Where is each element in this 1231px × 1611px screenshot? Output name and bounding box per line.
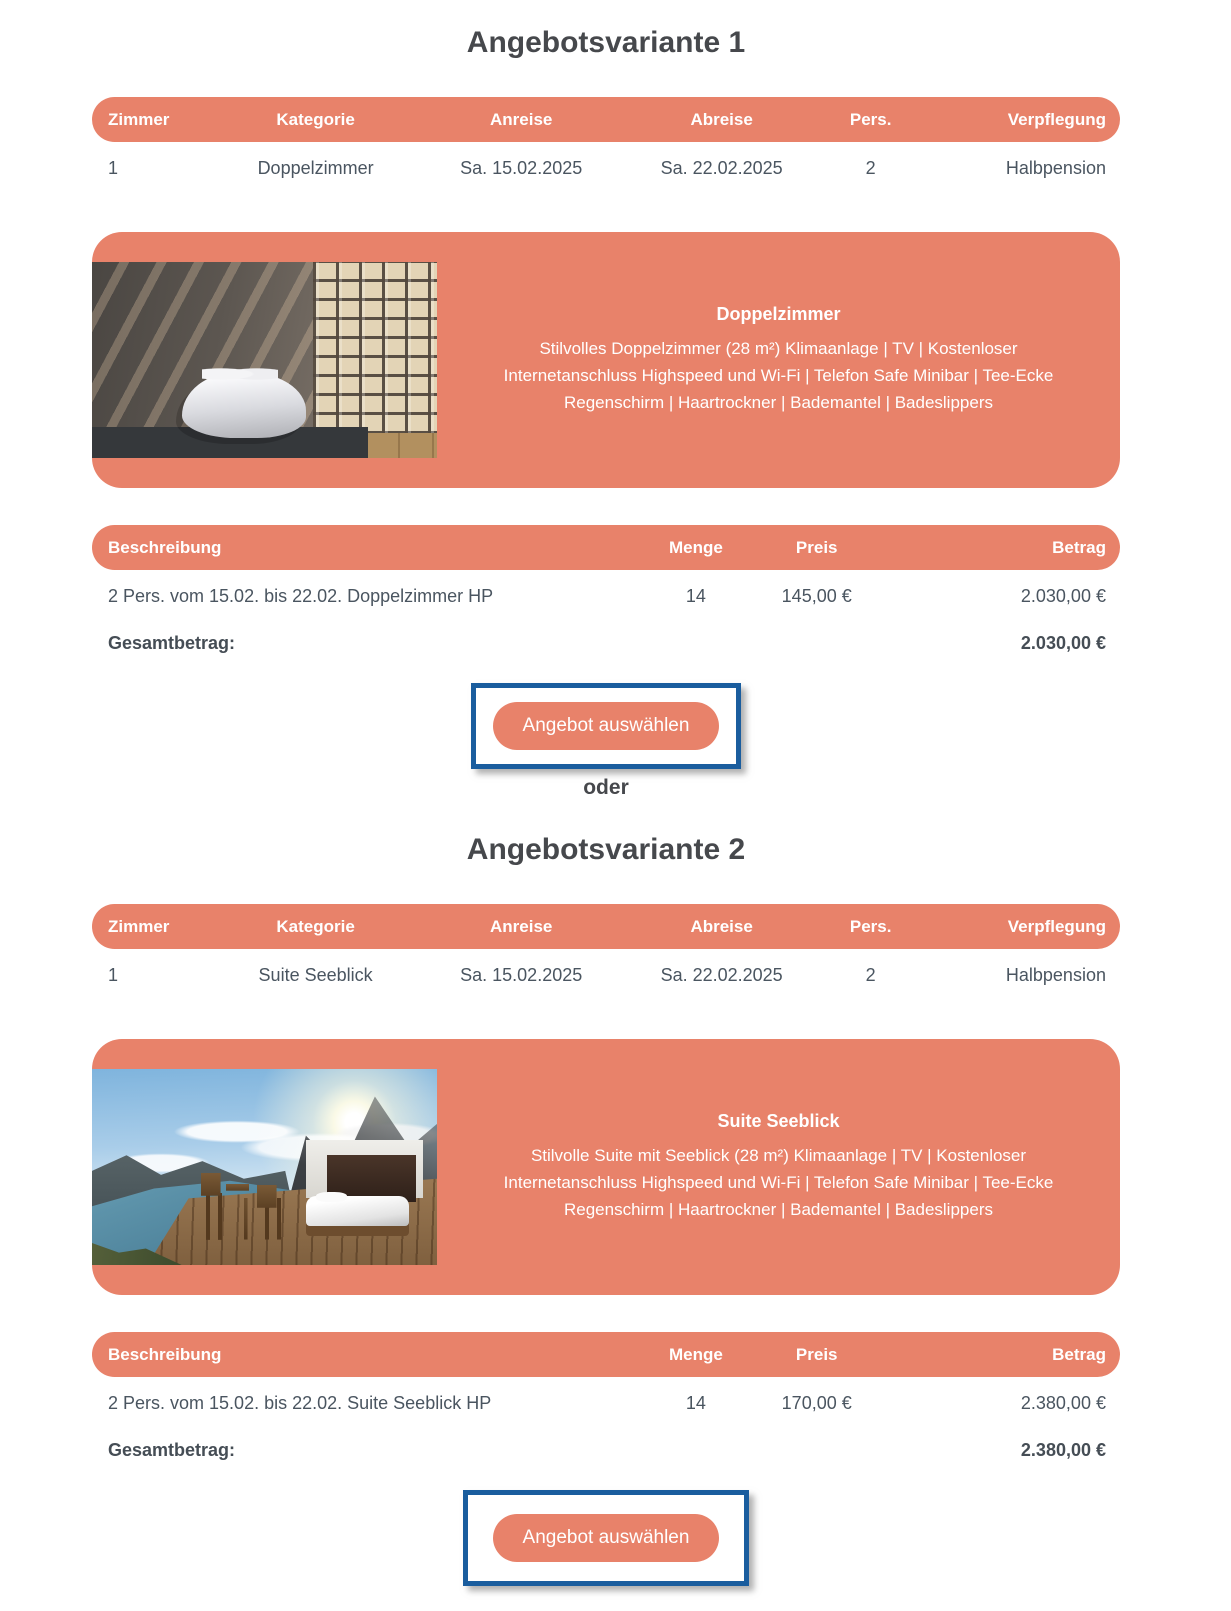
price-header-beschreibung: Beschreibung [108,537,222,557]
room-header-verpflegung: Verpflegung [1007,109,1106,129]
room-header-zimmer: Zimmer [108,109,170,129]
total-row [92,619,1120,654]
variant-title: Angebotsvariante 2 [466,833,746,866]
room-cell-kategorie: Doppelzimmer [257,158,374,178]
select-button-zone [92,1490,1120,1586]
price-table-row [92,570,1120,619]
select-button-zone [92,683,1120,769]
room-table-row [92,142,1120,191]
price-cell-betrag: 2.380,00 € [1020,1393,1106,1413]
price-header-betrag: Betrag [1052,1344,1106,1364]
variant-title: Angebotsvariante 1 [466,26,746,59]
room-header-kategorie: Kategorie [276,916,355,936]
price-header-beschreibung: Beschreibung [108,1344,222,1364]
room-card-title: Suite Seeblick [717,1111,840,1131]
room-card-text [437,304,1120,416]
offer-variant-2 [92,833,1120,1586]
room-cell-abreise: Sa. 22.02.2025 [660,965,783,985]
room-table-header [92,904,1120,949]
photo2-table-and-chairs [196,1173,286,1240]
room-cell-anreise: Sa. 15.02.2025 [460,158,583,178]
room-card [92,1039,1120,1295]
room-table-header [92,97,1120,142]
total-label: Gesamtbetrag: [108,1440,236,1460]
room-cell-zimmer: 1 [108,158,119,178]
room-card-title: Doppelzimmer [716,304,841,324]
total-value: 2.030,00 € [1020,633,1106,653]
price-cell-menge: 14 [685,1393,706,1413]
room-header-pers: Pers. [849,109,892,129]
room-header-verpflegung: Verpflegung [1007,916,1106,936]
selection-highlight-box [463,1490,750,1586]
price-cell-beschreibung: 2 Pers. vom 15.02. bis 22.02. Doppelzimmer HP [108,586,494,606]
photo1-window-grid [313,262,437,434]
price-header-menge: Menge [669,537,723,557]
price-header-betrag: Betrag [1052,537,1106,557]
room-cell-verpflegung: Halbpension [1005,158,1106,178]
price-table-header [92,1332,1120,1377]
or-separator: oder [583,776,629,799]
room-header-abreise: Abreise [690,916,753,936]
total-value: 2.380,00 € [1020,1440,1106,1460]
price-table-header [92,525,1120,570]
room-card-description: Stilvolles Doppelzimmer (28 m²) Klimaanlage | TV | Kostenloser Internetanschluss Highspeed und Wi-Fi | Telefon Safe Minibar | Tee-Ecke Regenschirm | Haartrockner | Bademantel | Badeslippers [503,339,1054,412]
room-table-row [92,949,1120,998]
offer-page [92,26,1120,1586]
offer-variant-1 [92,26,1120,769]
room-cell-kategorie: Suite Seeblick [258,965,373,985]
room-card-text [437,1111,1120,1223]
select-offer-button[interactable]: Angebot auswählen [493,1514,720,1562]
room-cell-zimmer: 1 [108,965,119,985]
room-header-anreise: Anreise [489,109,553,129]
price-header-menge: Menge [669,1344,723,1364]
room-card [92,232,1120,488]
room-photo-suite-seeblick [92,1069,437,1265]
room-header-anreise: Anreise [489,916,553,936]
room-header-pers: Pers. [849,916,892,936]
room-cell-anreise: Sa. 15.02.2025 [460,965,583,985]
room-cell-abreise: Sa. 22.02.2025 [660,158,783,178]
price-cell-betrag: 2.030,00 € [1020,586,1106,606]
total-row [92,1426,1120,1461]
photo2-pillow [316,1192,347,1202]
select-offer-button[interactable]: Angebot auswählen [493,702,720,750]
price-header-preis: Preis [795,1344,838,1364]
photo1-pillows [202,364,278,384]
room-cell-pers: 2 [865,158,876,178]
price-table-row [92,1377,1120,1426]
room-photo-doppelzimmer [92,262,437,458]
room-card-description: Stilvolle Suite mit Seeblick (28 m²) Klimaanlage | TV | Kostenloser Internetanschluss Highspeed und Wi-Fi | Telefon Safe Minibar | Tee-Ecke Regenschirm | Haartrockner | Bademantel | Badeslippers [503,1146,1054,1219]
room-cell-pers: 2 [865,965,876,985]
room-header-abreise: Abreise [690,109,753,129]
room-header-kategorie: Kategorie [276,109,355,129]
total-label: Gesamtbetrag: [108,633,236,653]
price-cell-preis: 170,00 € [781,1393,852,1413]
room-cell-verpflegung: Halbpension [1005,965,1106,985]
selection-highlight-box [471,683,742,769]
price-cell-beschreibung: 2 Pers. vom 15.02. bis 22.02. Suite Seeblick HP [108,1393,492,1413]
room-header-zimmer: Zimmer [108,916,170,936]
price-cell-menge: 14 [685,586,706,606]
price-header-preis: Preis [795,537,838,557]
price-cell-preis: 145,00 € [781,586,852,606]
